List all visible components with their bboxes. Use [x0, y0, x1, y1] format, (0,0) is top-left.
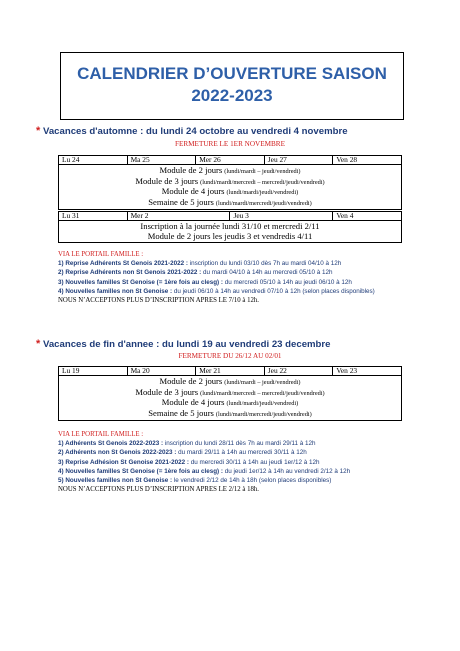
autumn-registration: [58, 250, 458, 305]
table-row: [59, 165, 402, 210]
list-item: 5) Nouvelles familles non St Genoise : le vendredi 2/12 de 14h à 18h (selon places disponibles): [58, 477, 332, 485]
day-cell: Ma 20: [127, 367, 196, 376]
day-cell: Jeu 27: [264, 156, 333, 165]
module-line: Semaine de 5 jours (lundi/mardi/mercredi/jeudi/vendredi): [148, 407, 312, 418]
winter-week-table: [58, 366, 402, 421]
autumn-week2-table: [58, 211, 402, 243]
day-cell: Ven 4: [333, 212, 402, 221]
autumn-heading-label: Vacances d'automne :: [42, 126, 144, 137]
season-year: 2022-2023: [191, 86, 273, 105]
day-cell: Mer 2: [127, 212, 230, 221]
list-item: 4) Nouvelles familles St Genoise (= 1ère fois au clesg) : du jeudi 1er/12 à 14h au vendredi 2/12 à 12h: [58, 467, 351, 475]
star-icon: *: [36, 338, 41, 350]
day-cell: Lu 19: [59, 367, 128, 376]
module-line: Module de 4 jours (lundi/mardi/jeudi/vendredi): [161, 186, 299, 196]
winter-heading-dates: du lundi 19 au vendredi 23 decembre: [162, 339, 331, 350]
autumn-heading-dates: du lundi 24 octobre au vendredi 4 novembre: [146, 126, 348, 137]
list-item: 2) Adhérents non St Genois 2022-2023 : du mardi 29/11 à 14h au mercredi 30/11 à 12h: [58, 449, 307, 457]
table-row: [59, 156, 402, 165]
day-cell: Lu 31: [59, 212, 128, 221]
module-list: [59, 376, 402, 421]
table-row: [59, 376, 402, 421]
page-title: CALENDRIER D’OUVERTURE SAISON: [77, 64, 387, 83]
list-item: 1) Adhérents St Genois 2022-2023 : inscription du lundi 28/11 dès 7h au mardi 29/11 à 12h: [58, 440, 316, 448]
day-cell: Jeu 3: [230, 212, 333, 221]
winter-heading-label: Vacances de fin d'annee :: [42, 339, 160, 350]
day-cell: Jeu 22: [264, 367, 333, 376]
module-line: Module de 4 jours (lundi/mardi/jeudi/vendredi): [161, 397, 299, 407]
module-line: Module de 2 jours (lundi/mardi – jeudi/vendredi): [159, 165, 301, 175]
module-line: Semaine de 5 jours (lundi/mardi/mercredi/jeudi/vendredi): [148, 196, 312, 207]
portal-label: VIA LE PORTAIL FAMILLE :: [58, 251, 144, 258]
autumn-closure: FERMETURE LE 1ER NOVEMBRE: [174, 140, 285, 148]
list-item: 3) Nouvelles familles St Genoise (= 1ère fois au clesg) : du mercredi 05/10 à 14h au jeudi 06/10 à 12h: [58, 278, 352, 286]
table-row: [59, 367, 402, 376]
detail-line: Module de 2 jours les jeudis 3 et vendredis 4/11: [147, 230, 313, 241]
list-item: 4) Nouvelles familles non St Genoise : du jeudi 06/10 à 14h au vendredi 07/10 à 12h (selon places disponibles): [58, 287, 375, 295]
day-cell: Ven 28: [333, 156, 402, 165]
star-icon: *: [36, 125, 41, 137]
week2-details: [59, 221, 402, 243]
module-line: Module de 3 jours (lundi/mardi/mercredi – mercredi/jeudi/vendredi): [135, 386, 325, 397]
day-cell: Lu 24: [59, 156, 128, 165]
list-item: 1) Reprise Adhérents St Genois 2021-2022 : inscription du lundi 03/10 dès 7h au mardi 04/10 à 12h: [58, 260, 342, 268]
list-item: 3) Reprise Adhésion St Genoise 2021-2022 : du mercredi 30/11 à 14h au jeudi 1er/12 à 12h: [58, 458, 320, 466]
detail-line: Inscription à la journée lundi 31/10 et mercredi 2/11: [140, 221, 320, 231]
portal-label: VIA LE PORTAIL FAMILLE :: [58, 431, 144, 438]
day-cell: Mer 26: [196, 156, 265, 165]
autumn-heading: [36, 125, 348, 137]
title-box: [60, 52, 404, 120]
day-cell: Ma 25: [127, 156, 196, 165]
day-cell: Mer 21: [196, 367, 265, 376]
module-list: [59, 165, 402, 210]
table-row: [59, 221, 402, 243]
winter-closure: FERMETURE DU 26/12 AU 02/01: [178, 352, 282, 360]
final-note: NOUS N’ACCEPTONS PLUS D’INSCRIPTION APRES LE 2/12 à 18h.: [58, 486, 259, 494]
day-cell: Ven 23: [333, 367, 402, 376]
module-line: Module de 3 jours (lundi/mardi/mercredi – mercredi/jeudi/vendredi): [135, 175, 325, 186]
table-row: [59, 212, 402, 221]
winter-heading: [36, 338, 331, 350]
winter-registration: [58, 430, 458, 494]
final-note: NOUS N’ACCEPTONS PLUS D’INSCRIPTION APRES LE 7/10 à 12h.: [58, 297, 259, 305]
autumn-week1-table: [58, 155, 402, 210]
module-line: Module de 2 jours (lundi/mardi – jeudi/vendredi): [159, 376, 301, 386]
list-item: 2) Reprise Adhérents non St Genois 2021-2022 : du mardi 04/10 à 14h au mercredi 05/10 à 12h: [58, 269, 333, 277]
